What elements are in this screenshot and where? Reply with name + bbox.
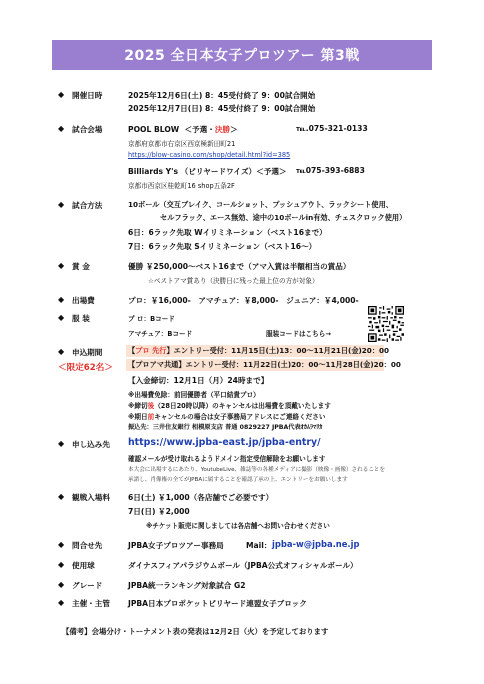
apply-note1: ※出場費免除：前回優勝者（平口結貴プロ）	[128, 391, 260, 399]
dates-line2: 2025年12月7日(日) 8：45受付終了 9：00試合開始	[128, 104, 316, 113]
host-value: JPBA日本プロポケットビリヤード連盟女子ブロック	[128, 599, 307, 608]
entry-row-pro-tag: プロ 先行	[135, 346, 167, 355]
prize-line1: 優勝 ￥250,000～ベスト16まで（アマ入賞は半額相当の賞品）	[128, 262, 351, 271]
contact-label: 問合せ先	[72, 541, 103, 550]
apply-note2-post: （28日20時以降）のキャンセルは出場費を頂戴いたします	[154, 402, 331, 410]
title-banner: 2025 全日本女子プロツアー 第3戦	[52, 40, 432, 70]
qr-code-icon[interactable]	[368, 306, 404, 342]
entry-row-common	[126, 359, 401, 371]
apply-note3-pre: ※期日	[128, 413, 148, 421]
method-line1: 10ボール（交互ブレイク、コールショット、プッシュアウト、ラックシート使用、	[128, 200, 393, 209]
apply-limit: ＜限定62名＞	[58, 363, 113, 373]
bullet-icon: ◆	[58, 261, 65, 270]
bullet-icon: ◆	[58, 540, 65, 549]
venue2-name: Billiards Y's （ビリヤードワイズ）＜予選＞	[128, 167, 287, 176]
method-line4: 7日：6ラック先取 Sイリミネーション（ベスト16～）	[128, 242, 317, 251]
venue2-address: 京都市西京区桂乾町16 shop五条2F	[128, 182, 235, 190]
contact-mail-label: Mail：	[246, 541, 272, 550]
bullet-icon: ◆	[58, 200, 65, 209]
venue1-round	[182, 125, 238, 134]
ball-value: ダイナスフィアパラジウムボール（JPBA公式オフィシャルボール）	[128, 561, 358, 570]
apply-note2	[128, 400, 331, 410]
viewing-line3: ※チケット販売に関しましては各店舗へお問い合わせください	[146, 522, 330, 530]
ball-label: 使用球	[72, 561, 95, 570]
entry-url-link[interactable]: https://www.jpba-east.jp/jpba-entry/	[128, 437, 321, 448]
venue1-address: 京都府京都市右京区西京極新田町21	[128, 140, 236, 148]
venue1-name	[128, 124, 238, 135]
viewing-line2: 7日(日) ￥2,000	[128, 507, 190, 516]
apply-to-fine1: 本大会に出場するにあたり、YoutubeLive、雑誌等の各種メディアに撮影（映像・画像）されることを	[128, 467, 386, 473]
dress-label: 服 装	[72, 314, 90, 323]
venue1-round-suffix: ＞	[230, 125, 238, 134]
venue-label: 試合会場	[72, 125, 103, 134]
method-line2: セルフラック、エース無効、途中の10ボールin有効、チェスクロック使用）	[160, 213, 407, 222]
dates-line1: 2025年12月6日(土) 8：45受付終了 9：00試合開始	[128, 91, 316, 100]
prize-label: 賞 金	[72, 262, 90, 271]
bullet-icon: ◆	[58, 439, 65, 448]
dress-line2: アマチュア：Bコード	[128, 330, 193, 338]
fee-label: 出場費	[72, 296, 95, 305]
method-line3: 6日：6ラック先取 Wイリミネーション（ベスト16まで）	[128, 228, 327, 237]
payment-deadline: 【入金締切：12月1日（月）24時まで】	[128, 376, 269, 385]
host-label: 主催・主管	[72, 599, 110, 608]
apply-note2-red: 後	[147, 402, 155, 410]
bullet-icon: ◆	[58, 598, 65, 607]
dress-line1: プ ロ：Bコード	[128, 315, 175, 323]
apply-note2-pre: ※締切	[128, 402, 148, 410]
dress-code-note: 服装コードはこちら→	[266, 330, 331, 338]
bullet-icon: ◆	[58, 313, 65, 322]
prize-line2: ☆ベストアマ賞あり（決勝日に残った最上位の方が対象）	[148, 277, 319, 285]
bullet-icon: ◆	[58, 124, 65, 133]
viewing-line1: 6日(土) ￥1,000（各店舗でご必要です）	[128, 493, 274, 502]
contact-org: JPBA女子プロツアー事務局	[128, 541, 224, 550]
viewing-label: 観戦入場料	[72, 493, 110, 502]
venue1-name-text: POOL BLOW	[128, 125, 180, 134]
entry-row-common-text: 【プロアマ共通】エントリー受付：11月22日(土)20：00～11月28日(金)20：00	[128, 360, 401, 369]
grade-label: グレード	[72, 581, 103, 590]
apply-to-fine2: 承諾し、肖像権の全てがJPBAに属することを確認了承の上、エントリーをお願いします	[128, 477, 348, 483]
entry-row-pro-prefix: 【	[128, 346, 136, 355]
bank-info: 振込先：三井住友銀行 相模原支店 普通 0829227 JPBA代表ｵｶﾑﾗﾏﾘｶ	[128, 424, 323, 431]
venue1-tel: ℡.075-321-0133	[296, 124, 368, 133]
venue1-round-final: 決勝	[214, 125, 231, 134]
apply-note3-red: 前	[147, 413, 155, 421]
bullet-icon: ◆	[58, 492, 65, 501]
venue2-tel: ℡075-393-6883	[296, 166, 365, 175]
grade-value: JPBA統一ランキング対象試合 G2	[128, 581, 246, 590]
bullet-icon: ◆	[58, 580, 65, 589]
bullet-icon: ◆	[58, 295, 65, 304]
method-label: 試合方法	[72, 201, 103, 210]
bullet-icon: ◆	[58, 90, 65, 99]
venue1-round-prefix: ＜予選・	[184, 125, 215, 134]
apply-to-note: 確認メールが受け取れるようドメイン指定受信解除をお願いします	[128, 455, 326, 463]
fee-line1: プロ：￥16,000- アマチュア：￥8,000- ジュニア：￥4,000-	[128, 296, 359, 305]
contact-mail-link[interactable]: jpba-w@jpba.ne.jp	[272, 539, 360, 549]
entry-row-pro-text: 】エントリー受付：11月15日(土)13：00～11月21日(金)20：00	[166, 346, 390, 355]
footer-note: 【備考】会場分け・トーナメント表の発表は12月2日（火）を予定しております	[62, 627, 329, 636]
venue1-url-link[interactable]: https://blow-casino.com/shop/detail.html?id=385	[128, 151, 291, 159]
apply-note3-post: キャンセルの場合は女子事務局アドレスにご連絡ください	[154, 413, 326, 421]
bullet-icon: ◆	[58, 347, 65, 356]
apply-note3	[128, 411, 325, 421]
bullet-icon: ◆	[58, 560, 65, 569]
dates-label: 開催日時	[72, 91, 103, 100]
apply-period-label: 申込期間	[72, 348, 103, 357]
entry-row-pro	[126, 345, 390, 357]
apply-to-label: 申し込み先	[72, 440, 110, 449]
